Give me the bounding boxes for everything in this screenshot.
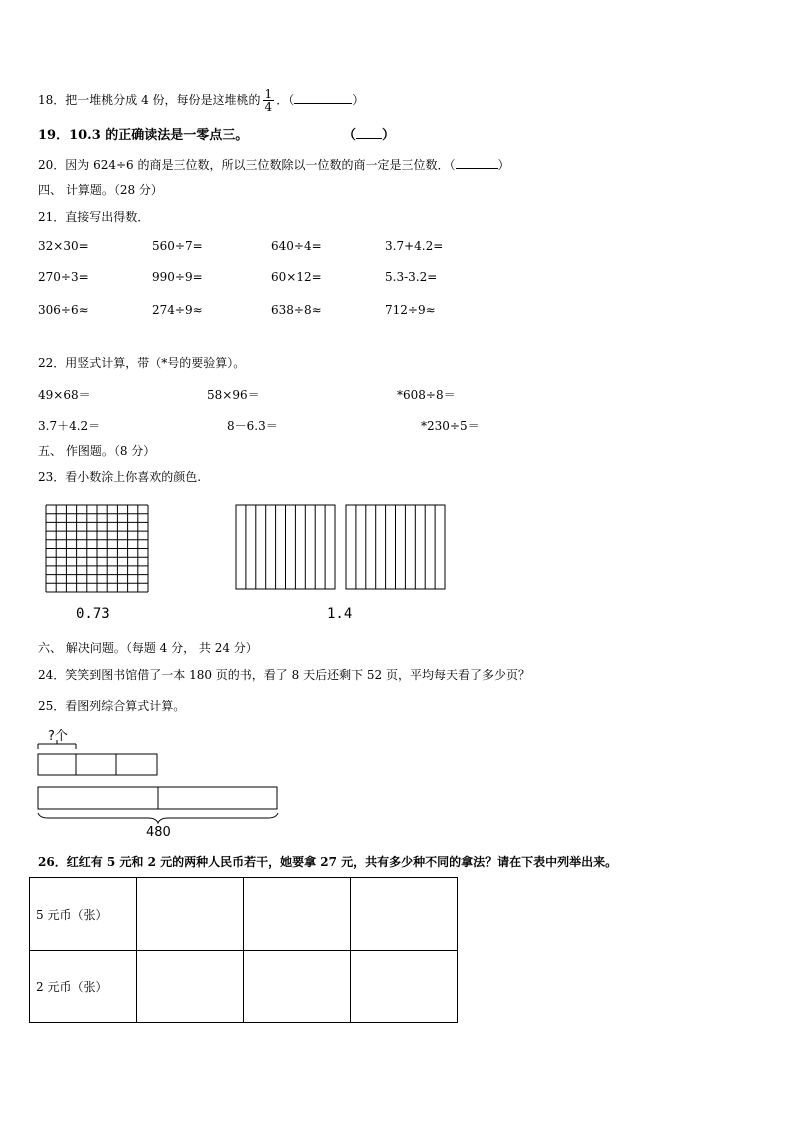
- question-25-title: 25．看图列综合算式计算。: [38, 699, 186, 713]
- question-19-text: 19．10.3 的正确读法是一零点三。: [38, 128, 249, 143]
- vertical-calc-item: 3.7＋4.2＝: [38, 419, 101, 433]
- calc-item: 712÷9≈: [385, 303, 436, 317]
- hundred-grid[interactable]: [45, 504, 149, 593]
- vertical-calc-item: *230÷5＝: [421, 419, 480, 433]
- calc-item: 274÷9≈: [152, 303, 203, 317]
- calc-item: 3.7+4.2=: [385, 239, 444, 253]
- answer-cell[interactable]: [244, 878, 351, 951]
- paren-open: （: [343, 128, 357, 143]
- calc-item: 270÷3=: [38, 270, 89, 284]
- grid-label-0-73: 0.73: [76, 606, 110, 622]
- question-18-stem: 把一堆桃分成 4 份，每份是这堆桃的: [65, 93, 261, 107]
- question-18-paren-close: ）: [352, 93, 365, 107]
- answer-paren-19: [343, 124, 395, 143]
- table-row: [30, 878, 458, 951]
- question-18-text: 18．: [38, 93, 66, 107]
- question-26: 26．红红有 5 元和 2 元的两种人民币若干，她要拿 27 元，共有多少种不同的拿法？请在下表中列举出来。: [38, 855, 618, 869]
- question-21-title: 21．直接写出得数．: [38, 210, 150, 224]
- enumeration-table: [29, 877, 458, 1023]
- answer-cell[interactable]: [351, 878, 458, 951]
- calc-item: 560÷7=: [152, 239, 203, 253]
- bar-diagram: [36, 732, 282, 832]
- answer-blank-19[interactable]: [356, 138, 382, 139]
- question-20: [38, 156, 510, 173]
- question-20-paren-close: ）: [497, 158, 510, 172]
- calc-item: 638÷8≈: [271, 303, 322, 317]
- answer-cell[interactable]: [137, 878, 244, 951]
- answer-cell[interactable]: [137, 951, 244, 1023]
- calc-item: 640÷4=: [271, 239, 322, 253]
- section-6-heading: 六、 解决问题。（每题 4 分， 共 24 分）: [38, 641, 258, 655]
- calc-item: 5.3-3.2=: [385, 270, 438, 284]
- paren-close: ）: [382, 128, 396, 143]
- question-20-text: 20．因为 624÷6 的商是三位数，所以三位数除以一位数的商一定是三位数．（: [38, 158, 456, 172]
- calc-item: 32×30=: [38, 239, 89, 253]
- row-label-2-yuan: 2 元币（张）: [30, 951, 137, 1023]
- question-18-paren-open: ．（: [276, 93, 295, 107]
- vertical-calc-item: 58×96＝: [207, 388, 260, 402]
- answer-cell[interactable]: [351, 951, 458, 1023]
- fraction-one-quarter: [263, 88, 275, 113]
- vertical-calc-item: *608÷8＝: [397, 388, 456, 402]
- total-label: 480: [146, 825, 171, 840]
- calc-item: 306÷6≈: [38, 303, 89, 317]
- answer-blank-20[interactable]: [456, 168, 498, 169]
- question-19: [38, 124, 248, 143]
- question-23-title: 23．看小数涂上你喜欢的颜色.: [38, 470, 202, 484]
- vertical-calc-item: 8－6.3＝: [227, 419, 278, 433]
- fraction-denominator: 4: [264, 100, 273, 114]
- section-4-heading: 四、 计算题。（28 分）: [38, 183, 163, 197]
- calc-item: 990÷9=: [152, 270, 203, 284]
- tenths-strip-left[interactable]: [235, 504, 336, 590]
- question-mark-label: ?个: [48, 729, 68, 744]
- vertical-calc-item: 49×68＝: [38, 388, 91, 402]
- answer-cell[interactable]: [244, 951, 351, 1023]
- strip-label-1-4: 1.4: [327, 606, 353, 622]
- table-row: [30, 951, 458, 1023]
- answer-blank-18[interactable]: [294, 103, 352, 104]
- question-18: [38, 88, 364, 113]
- question-24: 24．笑笑到图书馆借了一本 180 页的书，看了 8 天后还剩下 52 页，平均每天看了多少页？: [38, 668, 530, 682]
- section-5-heading: 五、 作图题。（8 分）: [38, 444, 156, 458]
- tenths-strip-right[interactable]: [345, 504, 446, 590]
- row-label-5-yuan: 5 元币（张）: [30, 878, 137, 951]
- fraction-numerator: 1: [264, 87, 273, 101]
- question-22-title: 22．用竖式计算，带（*号的要验算）。: [38, 356, 246, 370]
- calc-item: 60×12=: [271, 270, 322, 284]
